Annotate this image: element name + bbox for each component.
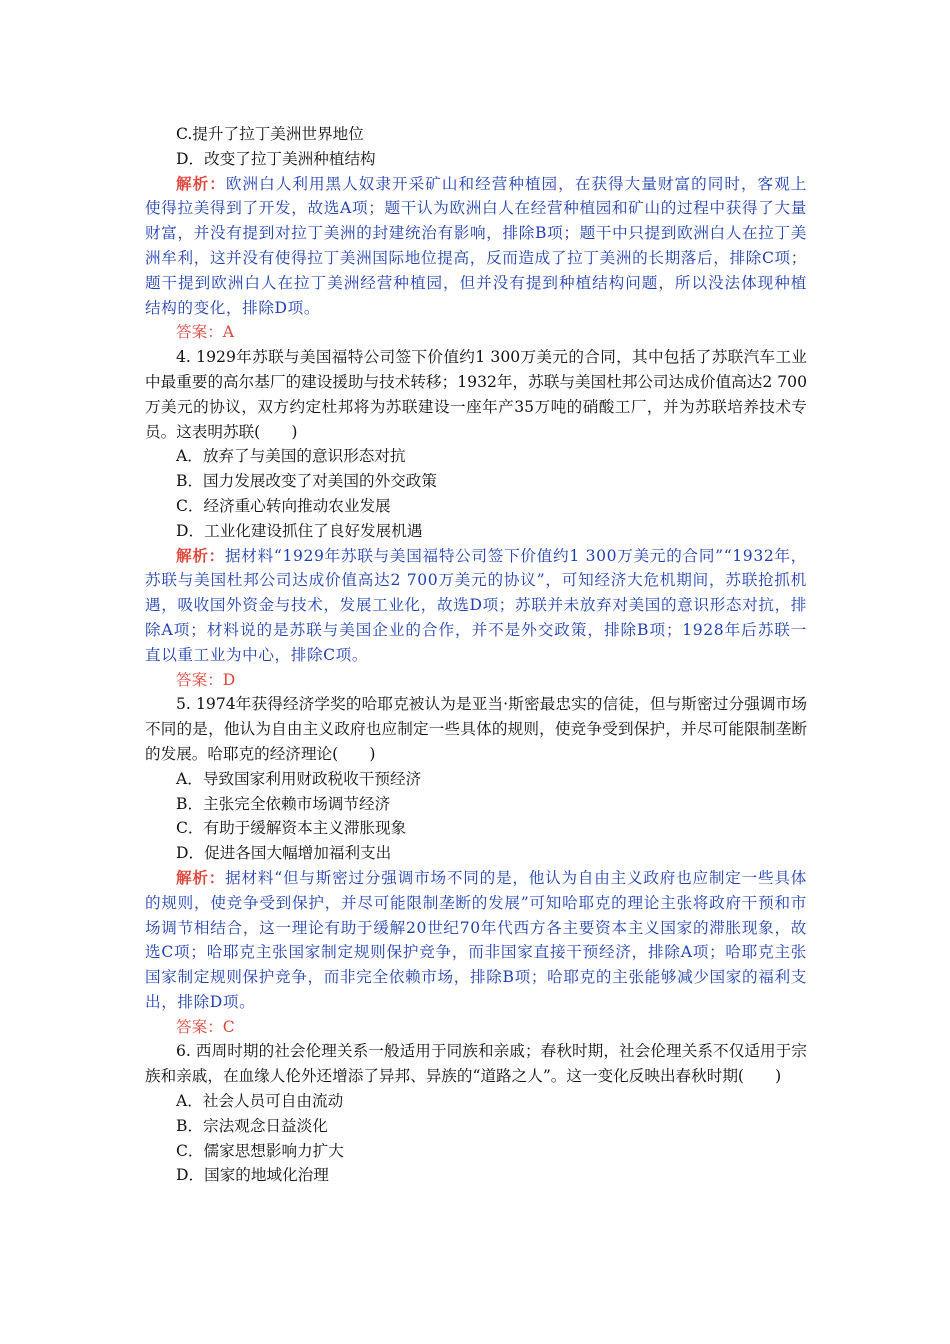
q6-option-b: B．宗法观念日益淡化	[176, 1116, 328, 1135]
q6-option-c: C．儒家思想影响力扩大	[176, 1141, 344, 1160]
q5-stem: 5. 1974年获得经济学奖的哈耶克被认为是亚当·斯密最忠实的信徒，但与斯密过分强调市场不同的是，他认为自由主义政府也应制定一些具体的规则，使竞争受到保护，并尽可能限制垄断的发展。哈耶克的经济理论( )	[145, 695, 807, 763]
q5-answer: 答案：C	[176, 1017, 235, 1036]
q5-analysis-text: 据材料“但与斯密过分强调市场不同的是，他认为自由主义政府也应制定一些具体的规则，使竞争受到保护，并尽可能限制垄断的发展”可知哈耶克的理论主张将政府干预和市场调节相结合，这一理论有助于缓解20世纪70年代西方各主要资本主义国家的滞胀现象，故选C项；哈耶克主张国家制定规则保护竞争，而非国家直接干预经济，排除A项；哈耶克主张国家制定规则保护竞争，而非完全依赖市场，排除B项；哈耶克的主张能够减少国家的福利支出，排除D项。	[145, 868, 807, 1011]
q4-analysis	[145, 544, 807, 668]
q4-answer: 答案：D	[176, 670, 236, 689]
document-page	[145, 122, 807, 1188]
q5-option-c: C．有助于缓解资本主义滞胀现象	[176, 819, 407, 838]
q4-analysis-text: 据材料“1929年苏联与美国福特公司签下价值约1 300万美元的合同”“1932年，苏联与美国杜邦公司达成价值高达2 700万美元的协议”，可知经济大危机期间，苏联抢抓机遇，吸收国外资金与技术，发展工业化，故选D项；苏联并未放弃对美国的意识形态对抗，排除A项；材料说的是苏联与美国企业的合作，并不是外交政策，排除B项；1928年后苏联一直以重工业为中心，排除C项。	[145, 546, 807, 664]
q4-option-d: D．工业化建设抓住了良好发展机遇	[176, 521, 423, 540]
q3-analysis	[145, 172, 807, 321]
q6-option-a: A．社会人员可自由流动	[176, 1092, 344, 1111]
q3-option-c: C.提升了拉丁美洲世界地位	[176, 125, 364, 143]
q3-analysis-label: 解析：	[176, 173, 226, 193]
q4-analysis-label: 解析：	[176, 545, 225, 565]
q4-option-a: A．放弃了与美国的意识形态对抗	[176, 447, 406, 466]
q3-analysis-text: 欧洲白人利用黑人奴隶开采矿山和经营种植园，在获得大量财富的同时，客观上使得拉美得到了开发，故选A项；题干认为欧洲白人在经营种植园和矿山的过程中获得了大量财富，并没有提到对拉丁美洲的封建统治有影响，排除B项；题干中只提到欧洲白人在拉丁美洲牟利，这并没有使得拉丁美洲国际地位提高，反而造成了拉丁美洲的长期落后，排除C项；题干提到欧洲白人在拉丁美洲经营种植园，但并没有提到种植结构问题，所以没法体现种植结构的变化，排除D项。	[145, 174, 807, 317]
q6-stem: 6. 西周时期的社会伦理关系一般适用于同族和亲戚；春秋时期，社会伦理关系不仅适用于宗族和亲戚，在血缘人伦外还增添了异邦、异族的“道路之人”。这一变化反映出春秋时期( )	[145, 1042, 807, 1086]
q3-option-d: D．改变了拉丁美洲种植结构	[176, 149, 376, 168]
q5-option-b: B．主张完全依赖市场调节经济	[176, 794, 391, 813]
q5-option-a: A．导致国家利用财政税收干预经济	[176, 769, 422, 788]
q6-option-d: D．国家的地域化治理	[176, 1166, 329, 1185]
q3-answer: 答案：A	[176, 323, 235, 342]
q5-option-d: D．促进各国大幅增加福利支出	[176, 844, 392, 863]
q5-analysis	[145, 866, 807, 1015]
q4-option-b: B．国力发展改变了对美国的外交政策	[176, 472, 437, 491]
q4-stem: 4. 1929年苏联与美国福特公司签下价值约1 300万美元的合同，其中包括了苏联汽车工业中最重要的高尔基厂的建设援助与技术转移；1932年，苏联与美国杜邦公司达成价值高达2 700万美元的协议，双方约定杜邦将为苏联建设一座年产35万吨的硝酸工厂，并为苏联培养技术专员。这表明苏联( )	[145, 348, 807, 441]
q4-option-c: C．经济重心转向推动农业发展	[176, 496, 391, 515]
q5-analysis-label: 解析：	[176, 867, 226, 887]
